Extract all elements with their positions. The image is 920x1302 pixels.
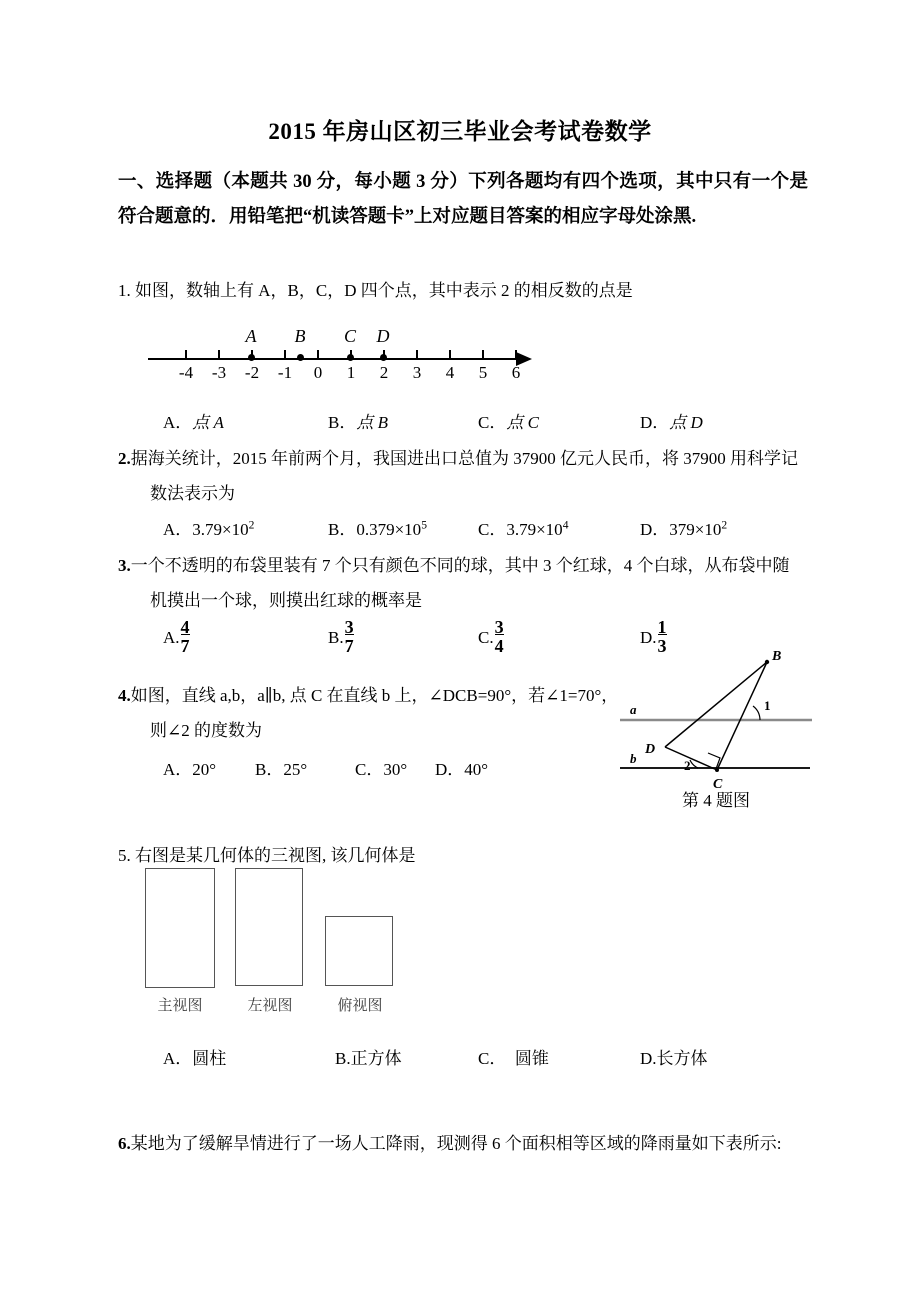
number-line-tick [185,350,187,359]
option-1-c-label: C． [478,413,507,432]
number-line-tick [449,350,451,359]
number-line-point-b [297,354,304,361]
top-view-box [325,916,393,986]
option-2-b-mantissa: 0.379×10 [356,520,422,539]
number-line-point-d [380,354,387,361]
option-1-b-text: 点 B [356,413,388,432]
question-4-stem-line1 [118,680,623,712]
option-1-a-text: 点 A [192,413,224,432]
option-4-a-text: 20° [192,760,217,779]
top-view-caption: 俯视图 [337,998,383,1014]
option-4-d[interactable] [435,755,488,780]
question-3-stem-line1 [118,550,818,582]
option-3-d-label: D. [640,627,657,647]
number-line-tick-label: -4 [178,363,194,382]
number-line-tick [284,350,286,359]
option-5-c[interactable] [478,1044,549,1069]
option-5-a-text: 圆柱 [192,1049,227,1068]
question-3-stem-line2: 机摸出一个球，则摸出红球的概率是 [150,591,422,610]
question-1-number: 1. [118,281,131,300]
option-2-c-mantissa: 3.79×10 [506,520,563,539]
option-3-a-fraction [181,618,190,656]
section-intro: 一、选择题（本题共 30 分，每小题 3 分）下列各题均有四个选项，其中只有一个是符合题意的．用铅笔把“机读答题卡”上对应题目答案的相应字母处涂黑. [118,172,808,227]
option-1-c[interactable] [478,408,539,433]
question-3-text-line1: 一个不透明的布袋里装有 7 个只有颜色不同的球，其中 3 个红球，4 个白球，从布袋中随 [130,556,790,575]
option-5-b-text: 正方体 [350,1049,402,1068]
option-4-b-text: 25° [283,760,308,779]
option-1-c-text: 点 C [506,413,539,432]
option-3-a-numerator: 4 [180,617,190,637]
number-line-tick [218,350,220,359]
number-line-point-c [347,354,354,361]
question-5-text: 右图是某几何体的三视图, 该几何体是 [135,846,416,865]
option-3-d-numerator: 1 [657,617,667,637]
option-3-c-denominator: 4 [494,635,504,656]
option-2-a-exponent: 2 [248,518,255,532]
label-line-b: b [630,751,637,766]
option-3-b-label: B. [328,627,344,647]
option-2-d[interactable] [640,515,727,540]
option-2-c-exponent: 4 [562,518,569,532]
question-5-options [0,1044,920,1070]
label-line-a: a [630,702,637,717]
left-view-box [235,868,303,986]
label-angle-1: 1 [764,698,771,713]
option-3-c[interactable] [478,617,504,658]
number-line-tick-label: -1 [277,363,293,382]
number-line-tick-label: -3 [211,363,227,382]
option-4-c-text: 30° [383,760,408,779]
option-5-d-label: D. [640,1049,657,1068]
geometry-svg [612,648,820,808]
option-5-a[interactable] [163,1044,226,1069]
question-2-options [0,515,920,541]
page-title: 2015 年房山区初三毕业会考试卷数学 [268,119,652,144]
number-line-label-a: A [245,326,257,346]
front-view-box [145,868,215,988]
option-2-c-label: C． [478,520,507,539]
label-b: B [772,649,782,664]
number-line-tick-label: 2 [379,363,389,382]
option-1-a[interactable] [163,408,224,433]
question-1-number-line-figure [140,318,560,390]
question-4-text-line1: 如图，直线 a,b，a∥b, 点 C 在直线 b 上，∠DCB=90°，若∠1=70°， [130,686,619,705]
option-3-b-numerator: 3 [344,617,354,637]
number-line-point-a [248,354,255,361]
option-3-b[interactable] [328,617,354,658]
option-1-b-label: B． [328,413,357,432]
option-5-b-label: B. [335,1049,351,1068]
question-4-stem-line2: 则∠2 的度数为 [150,721,262,740]
option-1-a-label: A． [163,413,193,432]
option-4-d-text: 40° [464,760,489,779]
option-4-a-label: A． [163,760,193,779]
option-2-a[interactable] [163,515,254,540]
number-line-tick-label: 0 [313,363,323,382]
option-2-d-label: D． [640,520,670,539]
option-1-b[interactable] [328,408,388,433]
segment-db [665,662,767,747]
option-3-a-denominator: 7 [180,635,190,656]
option-3-c-numerator: 3 [494,617,504,637]
question-5-number: 5. [118,846,131,865]
option-3-a[interactable] [163,617,190,658]
question-2-stem-line1 [118,443,818,475]
number-line-tick [515,350,517,359]
option-3-b-denominator: 7 [344,635,354,656]
question-1-options [0,408,920,434]
left-view-caption: 左视图 [247,998,293,1014]
number-line-tick [317,350,319,359]
number-line-tick-label: 1 [346,363,356,382]
number-line-tick [416,350,418,359]
number-line-tick-label: 4 [445,363,455,382]
option-3-b-fraction [345,618,354,656]
number-line-tick-label: 5 [478,363,488,382]
option-5-a-label: A． [163,1049,193,1068]
option-2-b-label: B． [328,520,357,539]
option-2-a-mantissa: 3.79×10 [192,520,249,539]
question-4-geometry-figure [612,648,820,808]
option-5-d[interactable] [640,1044,708,1069]
question-5-three-views-figure [140,868,480,1038]
option-4-a[interactable] [163,755,216,780]
question-1-stem [118,275,818,307]
number-line-tick-label: 6 [511,363,521,382]
option-2-a-label: A． [163,520,193,539]
number-line-tick-label: 3 [412,363,422,382]
front-view-caption: 主视图 [157,998,203,1014]
question-1-text: 如图，数轴上有 A，B，C，D 四个点，其中表示 2 的相反数的点是 [135,281,633,300]
option-2-b[interactable] [328,515,427,540]
option-5-c-label: C． [478,1049,507,1068]
option-2-c[interactable] [478,515,568,540]
option-1-d-text: 点 D [669,413,703,432]
option-2-d-exponent: 2 [721,518,728,532]
number-line-label-b: B [294,326,306,346]
option-5-d-text: 长方体 [656,1049,708,1068]
option-2-d-mantissa: 379×10 [669,520,722,539]
question-4-options [0,755,620,781]
number-line-axis [148,358,518,360]
segment-dc [665,747,717,770]
question-2-text-line1: 据海关统计，2015 年前两个月，我国进出口总值为 37900 亿元人民币，将 37900 用科学记 [130,449,798,468]
label-angle-2: 2 [684,758,691,773]
option-4-b-label: B． [255,760,284,779]
number-line-tick-label: -2 [244,363,260,382]
vertex-b-dot [765,660,769,664]
option-3-c-label: C. [478,627,494,647]
option-1-d-label: D． [640,413,670,432]
option-1-d[interactable] [640,408,703,433]
option-3-c-fraction [495,618,504,656]
question-6-number: 6. [118,1134,131,1153]
option-3-d-denominator: 3 [657,635,667,656]
option-4-b[interactable] [255,755,307,780]
option-3-a-label: A. [163,627,180,647]
question-2-stem-line2: 数法表示为 [150,484,235,503]
question-3-number: 3. [118,556,131,575]
question-6-text: 某地为了缓解旱情进行了一场人工降雨，现测得 6 个面积相等区域的降雨量如下表所示: [130,1134,782,1153]
question-4-number: 4. [118,686,131,705]
option-5-b[interactable] [335,1044,402,1069]
option-2-b-exponent: 5 [421,518,427,532]
option-4-d-label: D． [435,760,465,779]
number-line-label-c: C [343,326,356,346]
option-4-c-label: C． [355,760,384,779]
question-4-figure-caption: 第 4 题图 [682,791,750,810]
number-line-label-d: D [376,326,390,346]
label-c: C [713,777,723,792]
angle-1-arc [753,706,760,720]
question-2-number: 2. [118,449,131,468]
label-d: D [645,742,656,757]
option-5-c-text: 圆锥 [514,1049,549,1068]
question-6-stem [118,1128,838,1160]
option-4-c[interactable] [355,755,407,780]
number-line-tick [482,350,484,359]
